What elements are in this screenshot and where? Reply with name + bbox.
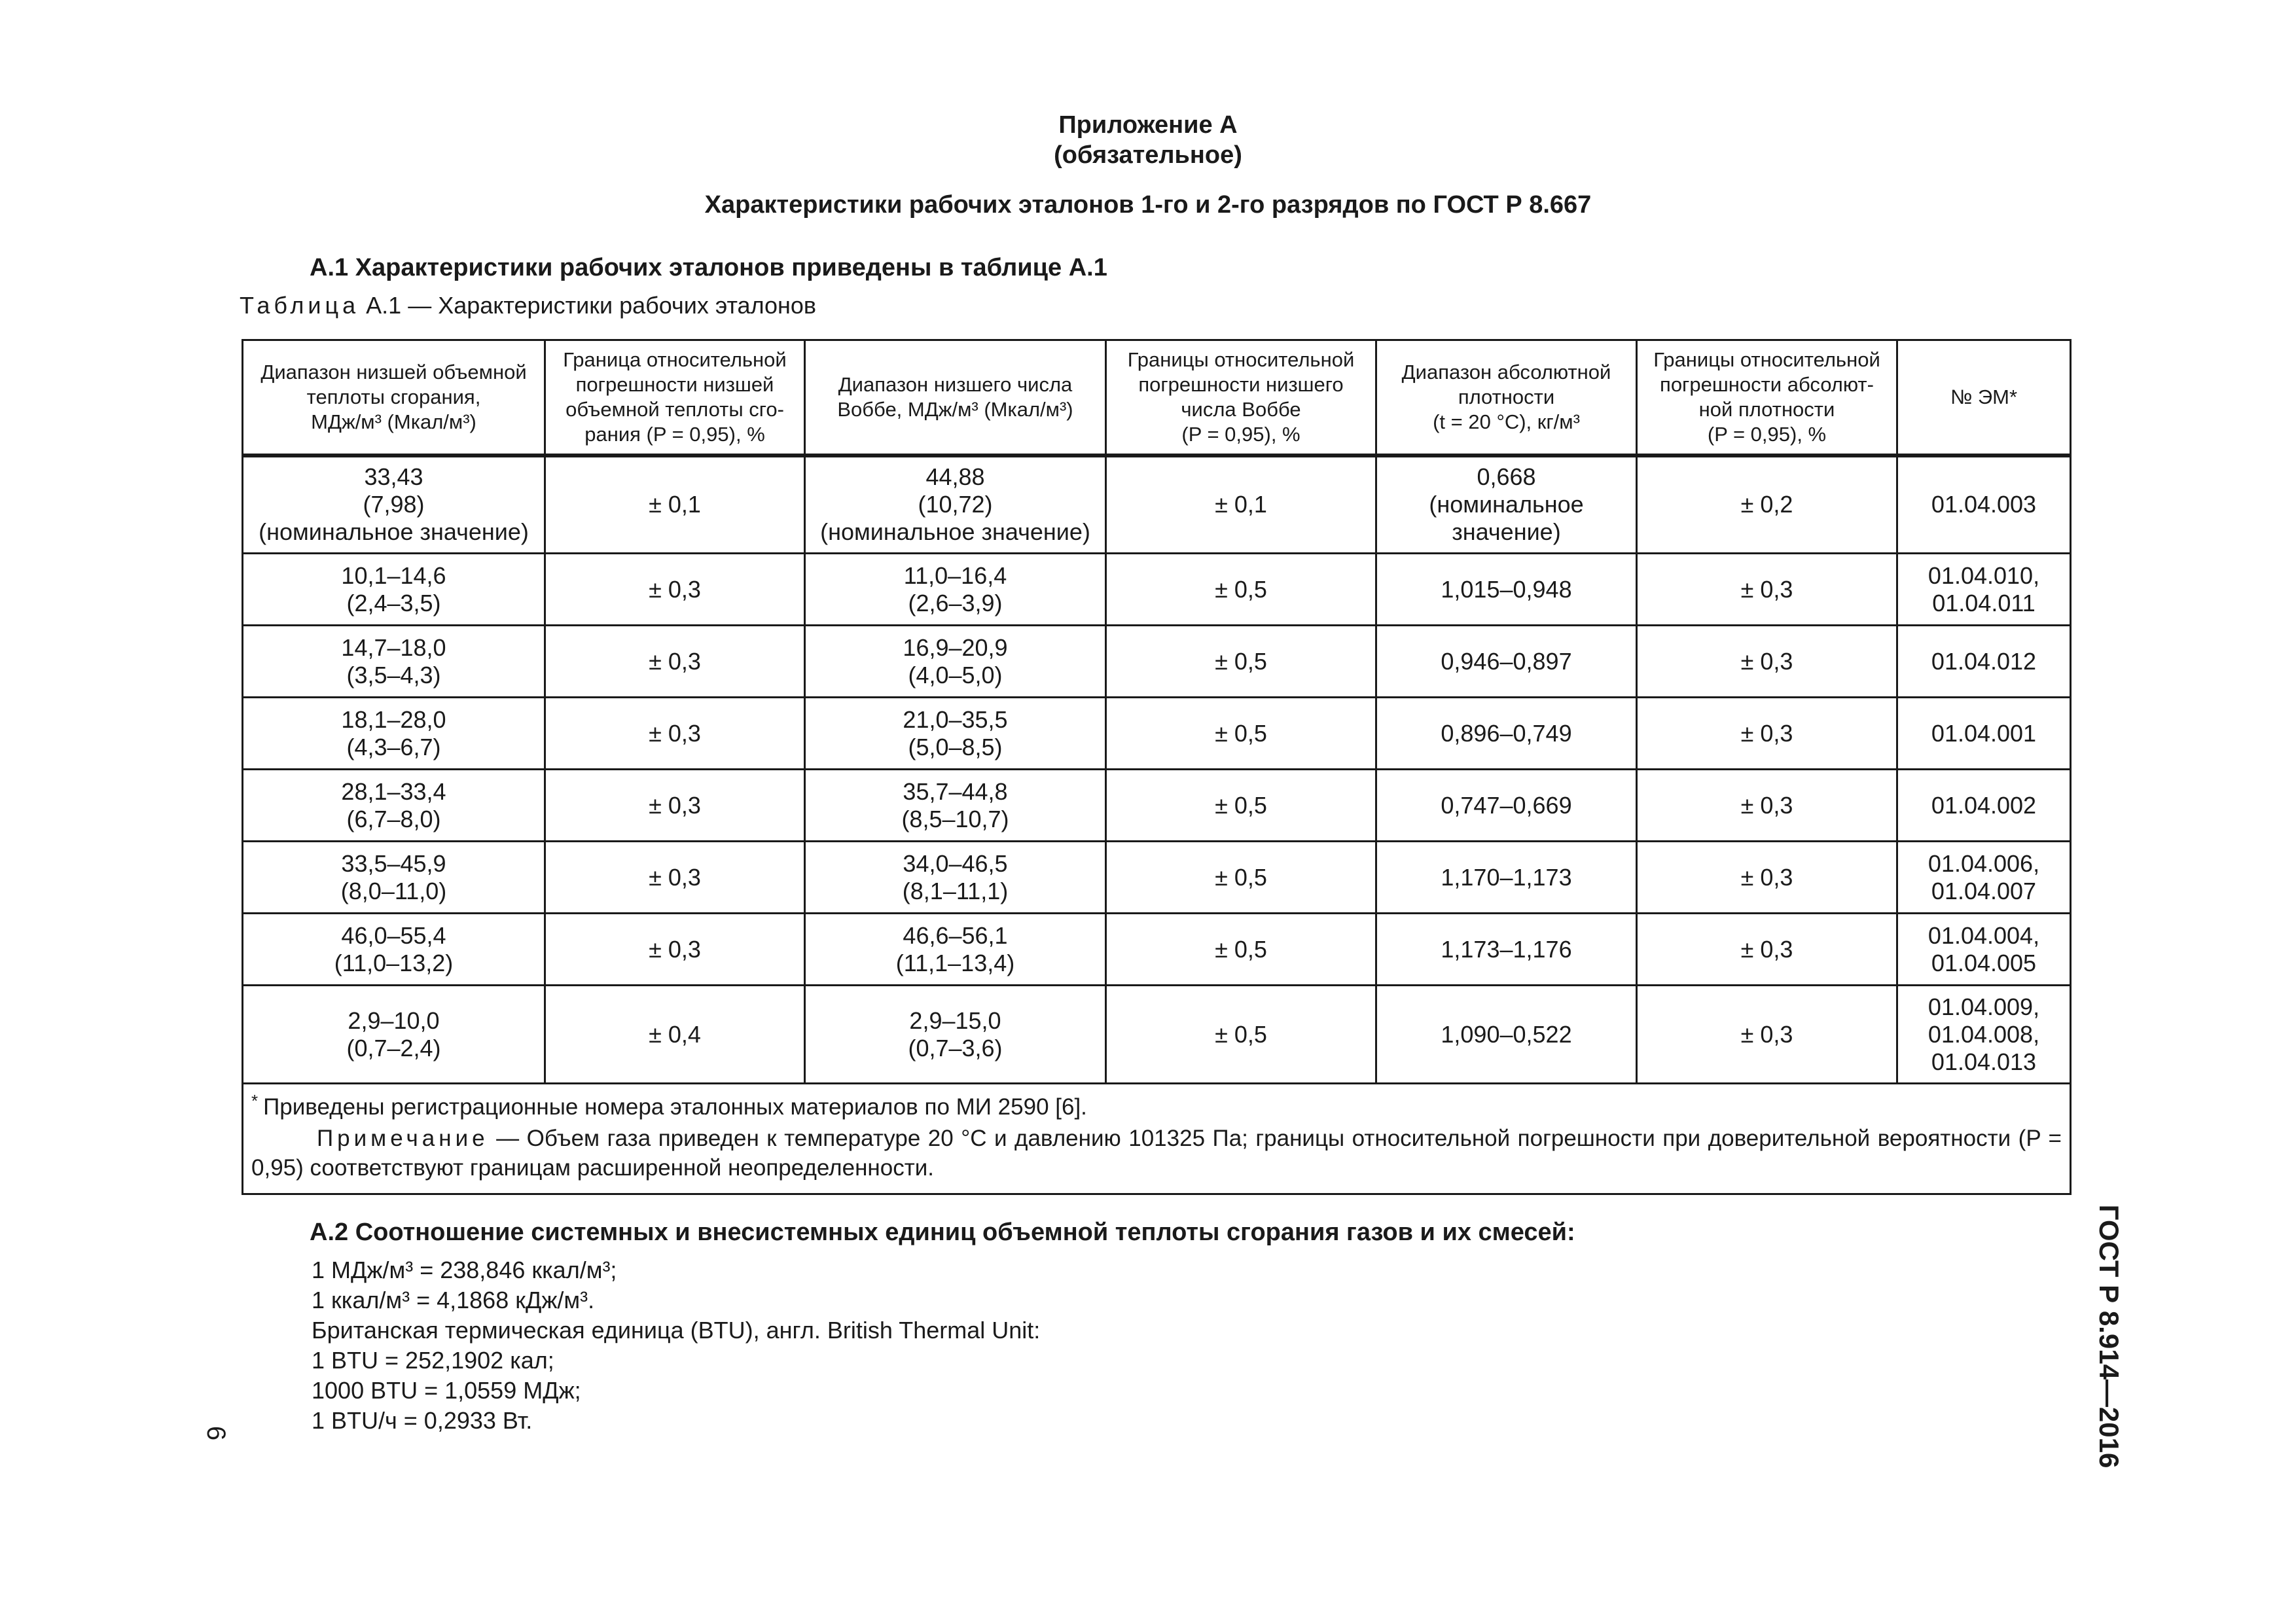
table-cell: ± 0,5 (1106, 914, 1376, 986)
table-note (251, 1124, 2062, 1183)
conversion-line: 1 ккал/м³ = 4,1868 кДж/м³. (312, 1287, 595, 1313)
table-cell: ± 0,3 (545, 914, 805, 986)
table-caption-prefix: Таблица (240, 292, 360, 319)
table-cell: 01.04.009, 01.04.008, 01.04.013 (1897, 986, 2071, 1084)
table-cell: 34,0–46,5 (8,1–11,1) (805, 842, 1106, 914)
conversion-line: 1 МДж/м³ = 238,846 ккал/м³; (312, 1257, 617, 1283)
table-cell: 35,7–44,8 (8,5–10,7) (805, 770, 1106, 842)
table-cell: 18,1–28,0 (4,3–6,7) (243, 698, 545, 770)
table-cell: ± 0,5 (1106, 554, 1376, 626)
table-cell: ± 0,3 (1637, 986, 1897, 1084)
table-cell: 28,1–33,4 (6,7–8,0) (243, 770, 545, 842)
table-cell: 14,7–18,0 (3,5–4,3) (243, 626, 545, 698)
table-row (243, 455, 2071, 554)
table-cell: 33,43 (7,98) (номинальное значение) (243, 455, 545, 554)
table-caption-text: А.1 — Характеристики рабочих эталонов (359, 292, 817, 319)
table-cell: 0,668 (номинальное значение) (1376, 455, 1637, 554)
header-cell: Граница относительной погрешности низшей объемной теплоты сго- рания (P = 0,95), % (545, 340, 805, 455)
table-cell: 0,747–0,669 (1376, 770, 1637, 842)
table-cell: ± 0,2 (1637, 455, 1897, 554)
table-cell: ± 0,3 (1637, 698, 1897, 770)
footnote-text: Приведены регистрационные номера эталонных материалов по МИ 2590 [6]. (263, 1094, 1087, 1120)
table-cell: 01.04.002 (1897, 770, 2071, 842)
note-text: — Объем газа приведен к температуре 20 °С и давлению 101325 Па; границы относительной погрешности при доверительной вероятности (P = 0,95) соответствуют границам расширенной неопределенности. (251, 1126, 2062, 1181)
conversion-list (312, 1255, 1040, 1436)
conversion-line: 1 BTU/ч = 0,2933 Вт. (312, 1407, 533, 1434)
table-header-row (243, 340, 2071, 455)
characteristics-table (242, 339, 2072, 1195)
conversion-line: 1 BTU = 252,1902 кал; (312, 1347, 554, 1374)
table-row (243, 770, 2071, 842)
table-cell: ± 0,3 (545, 770, 805, 842)
header-cell: № ЭМ* (1897, 340, 2071, 455)
table-cell: 1,173–1,176 (1376, 914, 1637, 986)
table-cell: 1,015–0,948 (1376, 554, 1637, 626)
table-cell: 2,9–10,0 (0,7–2,4) (243, 986, 545, 1084)
table-row (243, 986, 2071, 1084)
appendix-label: Приложение А (1058, 111, 1238, 139)
table-row (243, 626, 2071, 698)
section-a2-heading: А.2 Соотношение системных и внесистемных единиц объемной теплоты сгорания газов и их смесей: (310, 1219, 1575, 1246)
table-cell: ± 0,5 (1106, 770, 1376, 842)
table-cell: ± 0,3 (545, 842, 805, 914)
table-cell: ± 0,3 (545, 554, 805, 626)
section-a1-heading: А.1 Характеристики рабочих эталонов приведены в таблице А.1 (310, 254, 1107, 281)
header-cell: Диапазон абсолютной плотности (t = 20 °С), кг/м³ (1376, 340, 1637, 455)
table-cell: 16,9–20,9 (4,0–5,0) (805, 626, 1106, 698)
table-cell: ± 0,5 (1106, 698, 1376, 770)
conversion-line: Британская термическая единица (BTU), англ. British Thermal Unit: (312, 1317, 1041, 1344)
table-cell: ± 0,3 (1637, 770, 1897, 842)
table-cell: 01.04.010, 01.04.011 (1897, 554, 2071, 626)
table-cell: 33,5–45,9 (8,0–11,0) (243, 842, 545, 914)
table-cell: 46,0–55,4 (11,0–13,2) (243, 914, 545, 986)
table-row (243, 842, 2071, 914)
table-cell: 2,9–15,0 (0,7–3,6) (805, 986, 1106, 1084)
table-cell: 11,0–16,4 (2,6–3,9) (805, 554, 1106, 626)
table-cell: ± 0,3 (1637, 842, 1897, 914)
header-cell: Диапазон низшей объемной теплоты сгорания, МДж/м³ (Мкал/м³) (243, 340, 545, 455)
appendix-status: (обязательное) (1054, 141, 1242, 169)
table-footnote-row (243, 1084, 2071, 1194)
table-cell: ± 0,5 (1106, 626, 1376, 698)
note-label: Примечание (317, 1126, 489, 1151)
table-cell: 01.04.012 (1897, 626, 2071, 698)
table-cell: 01.04.001 (1897, 698, 2071, 770)
appendix-title: Характеристики рабочих эталонов 1-го и 2-го разрядов по ГОСТ Р 8.667 (704, 191, 1592, 219)
table-cell: ± 0,1 (1106, 455, 1376, 554)
footnote (251, 1092, 2062, 1124)
table-cell: 01.04.004, 01.04.005 (1897, 914, 2071, 986)
header-cell: Диапазон низшего числа Воббе, МДж/м³ (Мкал/м³) (805, 340, 1106, 455)
table-cell: 0,896–0,749 (1376, 698, 1637, 770)
table-row (243, 914, 2071, 986)
table-cell: ± 0,5 (1106, 986, 1376, 1084)
table-cell: 1,170–1,173 (1376, 842, 1637, 914)
table-cell: 21,0–35,5 (5,0–8,5) (805, 698, 1106, 770)
table-row (243, 698, 2071, 770)
table-cell: ± 0,3 (1637, 554, 1897, 626)
table-cell: ± 0,1 (545, 455, 805, 554)
table-cell: 01.04.003 (1897, 455, 2071, 554)
table-cell: ± 0,3 (1637, 626, 1897, 698)
table-footnote-cell (243, 1084, 2071, 1194)
table-caption (240, 291, 816, 321)
table-cell: 0,946–0,897 (1376, 626, 1637, 698)
table-cell: ± 0,5 (1106, 842, 1376, 914)
table-cell: ± 0,3 (1637, 914, 1897, 986)
footnote-mark: * (251, 1091, 259, 1111)
table-cell: 46,6–56,1 (11,1–13,4) (805, 914, 1106, 986)
table-row (243, 554, 2071, 626)
header-cell: Границы относительной погрешности абсолют- ной плотности (P = 0,95), % (1637, 340, 1897, 455)
table-cell: 44,88 (10,72) (номинальное значение) (805, 455, 1106, 554)
table-cell: ± 0,4 (545, 986, 805, 1084)
table-cell: 01.04.006, 01.04.007 (1897, 842, 2071, 914)
table-cell: ± 0,3 (545, 626, 805, 698)
table-cell: 10,1–14,6 (2,4–3,5) (243, 554, 545, 626)
conversion-line: 1000 BTU = 1,0559 МДж; (312, 1377, 581, 1404)
page-number: 6 (202, 1425, 231, 1441)
table-cell: 1,090–0,522 (1376, 986, 1637, 1084)
standard-code: ГОСТ Р 8.914—2016 (2094, 1204, 2125, 1469)
table-cell: ± 0,3 (545, 698, 805, 770)
header-cell: Границы относительной погрешности низшего числа Воббе (P = 0,95), % (1106, 340, 1376, 455)
